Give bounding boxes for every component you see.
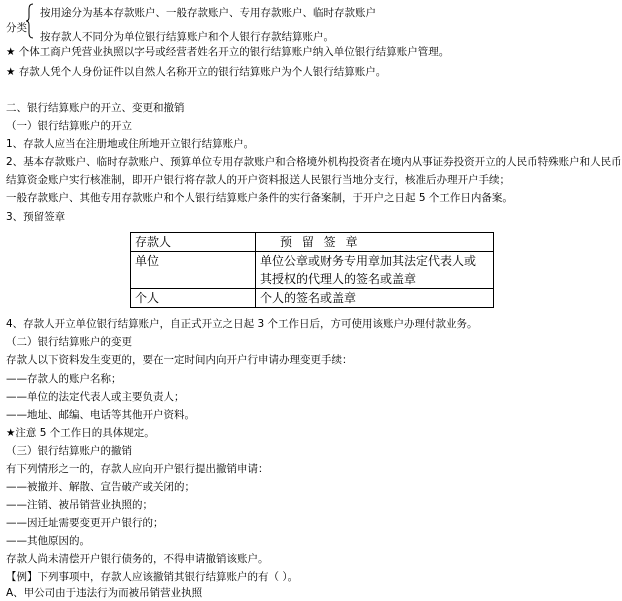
section2-heading: 二、银行结算账户的开立、变更和撤销: [6, 102, 185, 114]
option-a: A、甲公司由于违法行为而被吊销营业执照: [6, 587, 203, 599]
list-item: ——注销、被吊销营业执照的；: [6, 499, 153, 511]
star-note: ★注意 5 个工作日的具体规定。: [6, 427, 155, 439]
note-personal-account: ★ 存款人凭个人身份证件以自然人名称开立的银行结算账户为个人银行结算账户。: [6, 66, 387, 78]
note-individual-business: ★ 个体工商户凭营业执照以字号或经营者姓名开立的银行结算账户纳入单位银行结算账户管理。: [6, 46, 450, 58]
seal-table: [130, 232, 494, 308]
paragraph-3: 3、预留签章: [6, 211, 66, 223]
subsection-cancel: （三）银行结算账户的撤销: [6, 445, 132, 457]
classification-item-usage: 按用途分为基本存款账户、一般存款账户、专用存款账户、临时存款账户: [40, 7, 376, 19]
table-cell-seal: 单位公章或财务专用章加其法定代表人或 其授权的代理人的签名或盖章: [256, 252, 494, 289]
table-header-seal: 预 留 签 章: [256, 233, 494, 252]
brace-icon: [26, 3, 34, 39]
subsection-opening: （一）银行结算账户的开立: [6, 120, 132, 132]
table-header-depositor: 存款人: [131, 233, 256, 252]
change-intro: 存款人以下资料发生变更的，要在一定时间内向开户行申请办理变更手续：: [6, 354, 353, 366]
list-item: ——地址、邮编、电话等其他开户资料。: [6, 409, 195, 421]
table-row: [131, 252, 494, 289]
classification-label: 分类: [6, 22, 27, 34]
paragraph-2b: 结算资金账户实行核准制，即开户银行将存款人的开户资料报送人民银行当地分支行，核准后办理开户手续；: [6, 174, 510, 186]
table-cell-who: 单位: [131, 252, 256, 289]
paragraph-2c: 一般存款账户、其他专用存款账户和个人银行结算账户条件的实行备案制，于开户之日起 5 个工作日内备案。: [6, 192, 513, 204]
classification-item-depositor: 按存款人不同分为单位银行结算账户和个人银行存款结算账户。: [40, 31, 334, 43]
list-item: ——因迁址需要变更开户银行的；: [6, 517, 164, 529]
table-cell-who: 个人: [131, 289, 256, 308]
paragraph-4: 4、存款人开立单位银行结算账户，自正式开立之日起 3 个工作日后，方可使用该账户办理付款业务。: [6, 318, 478, 330]
example-question: 【例】下列事项中，存款人应该撤销其银行结算账户的有（ ）。: [6, 571, 299, 583]
list-item: ——被撤并、解散、宣告破产或关闭的；: [6, 481, 195, 493]
table-row: [131, 289, 494, 308]
list-item: ——其他原因的。: [6, 535, 90, 547]
table-header-row: [131, 233, 494, 252]
paragraph-2a: 2、基本存款账户、临时存款账户、预算单位专用存款账户和合格境外机构投资者在境内从事证券投资开立的人民币特殊账户和人民币: [6, 156, 622, 168]
table-cell-seal: 个人的签名或盖章: [256, 289, 494, 308]
debt-note: 存款人尚未清偿开户银行债务的，不得申请撤销该账户。: [6, 553, 269, 565]
cancel-intro: 有下列情形之一的，存款人应向开户银行提出撤销申请：: [6, 463, 269, 475]
list-item: ——单位的法定代表人或主要负责人；: [6, 391, 185, 403]
paragraph-1: 1、存款人应当在注册地或住所地开立银行结算账户。: [6, 138, 255, 150]
list-item: ——存款人的账户名称；: [6, 373, 122, 385]
subsection-change: （二）银行结算账户的变更: [6, 336, 132, 348]
